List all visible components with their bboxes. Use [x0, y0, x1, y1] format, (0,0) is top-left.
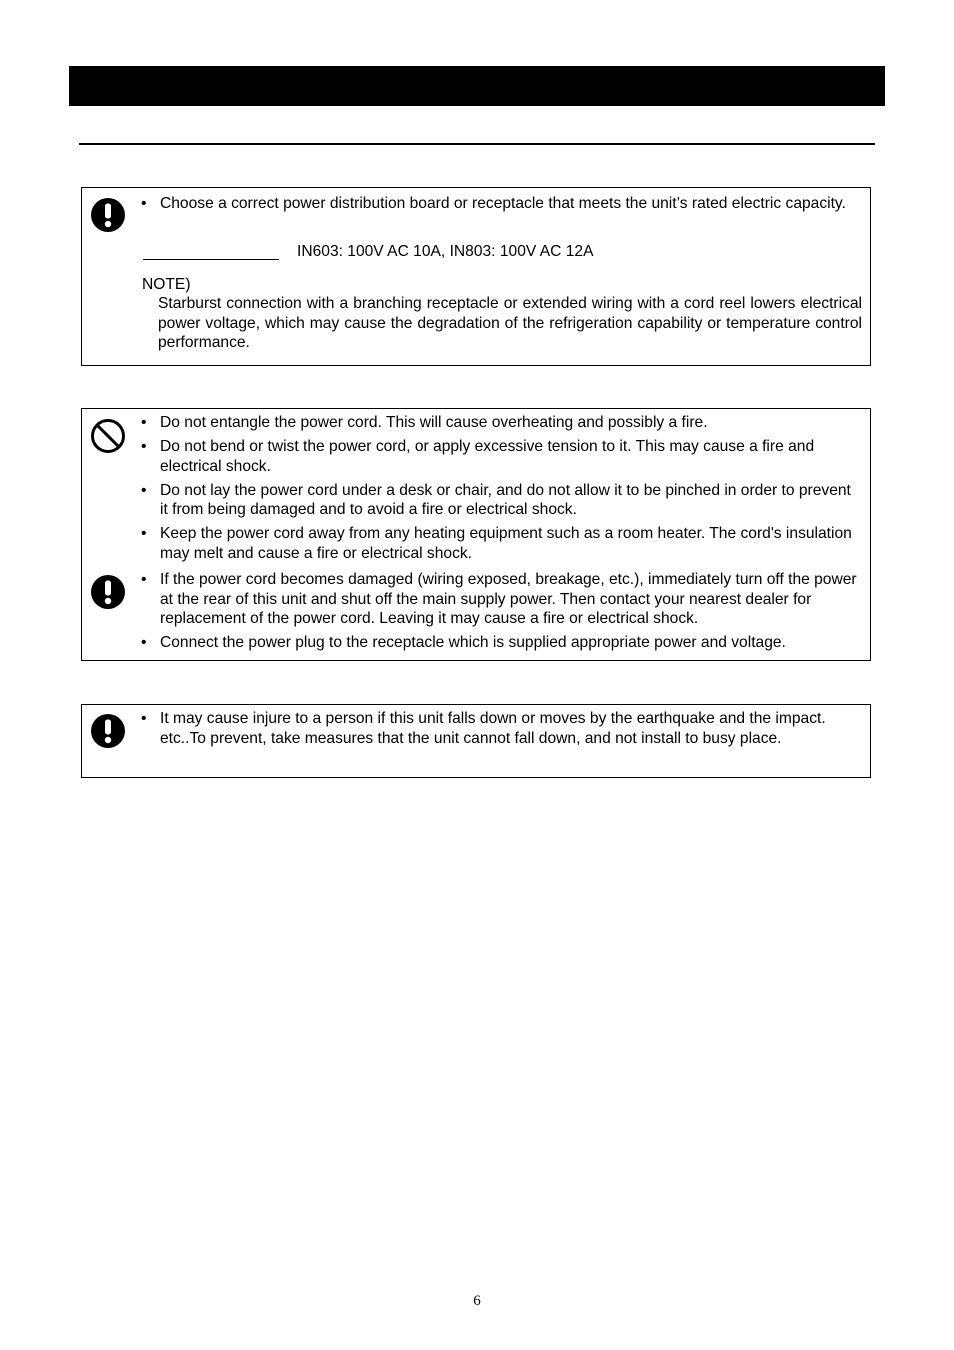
- note-label: NOTE): [142, 276, 191, 293]
- earthquake-caution-box: [81, 704, 871, 778]
- prohibited-actions-list: [141, 413, 862, 568]
- bullet-item: • Connect the power plug to the receptacle which is supplied appropriate power and voltage.: [141, 633, 862, 653]
- power-capacity-caution-box: [81, 187, 871, 366]
- bullet-item: • Keep the power cord away from any heating equipment such as a room heater. The cord's insulation may melt and cause a fire or electrical shock.: [141, 524, 862, 563]
- box3-content: [141, 709, 862, 753]
- mandatory-actions-list: [141, 570, 862, 657]
- exclamation-circle-icon: [90, 713, 126, 749]
- note-text: Starburst connection with a branching receptacle or extended wiring with a cord reel lowers electrical power voltage, which may cause the degradation of the refrigeration capability or temperature control performance.: [158, 295, 862, 351]
- bullet-item: • Do not bend or twist the power cord, or apply excessive tension to it. This may cause a fire and electrical shock.: [141, 437, 862, 476]
- page-number: 6: [473, 1293, 481, 1309]
- bullet-item: • If the power cord becomes damaged (wiring exposed, breakage, etc.), immediately turn off the power at the rear of this unit and shut off the main supply power. Then contact your nearest dealer for replacement of the power cord. Leaving it may cause a fire or electrical shock.: [141, 570, 862, 629]
- section-header-bar: [69, 66, 885, 106]
- power-cord-warning-box: [81, 408, 871, 661]
- bullet-item: • Do not lay the power cord under a desk or chair, and do not allow it to be pinched in order to prevent it from being damaged and to avoid a fire or electrical shock.: [141, 481, 862, 520]
- fill-in-underline: [143, 259, 279, 260]
- bullet-item: • Choose a correct power distribution board or receptacle that meets the unit’s rated electric capacity.: [141, 194, 862, 214]
- section-divider: [79, 143, 875, 145]
- box1-content: [141, 194, 862, 218]
- rated-capacity-spec: IN603: 100V AC 10A, IN803: 100V AC 12A: [297, 243, 594, 260]
- exclamation-circle-icon: [90, 197, 126, 233]
- bullet-item: • It may cause injure to a person if this unit falls down or moves by the earthquake and the impact. etc..To prevent, take measures that the unit cannot fall down, and not install to busy place.: [141, 709, 862, 748]
- exclamation-circle-icon: [90, 574, 126, 610]
- bullet-item: • Do not entangle the power cord. This will cause overheating and possibly a fire.: [141, 413, 862, 433]
- prohibition-circle-icon: [90, 418, 126, 454]
